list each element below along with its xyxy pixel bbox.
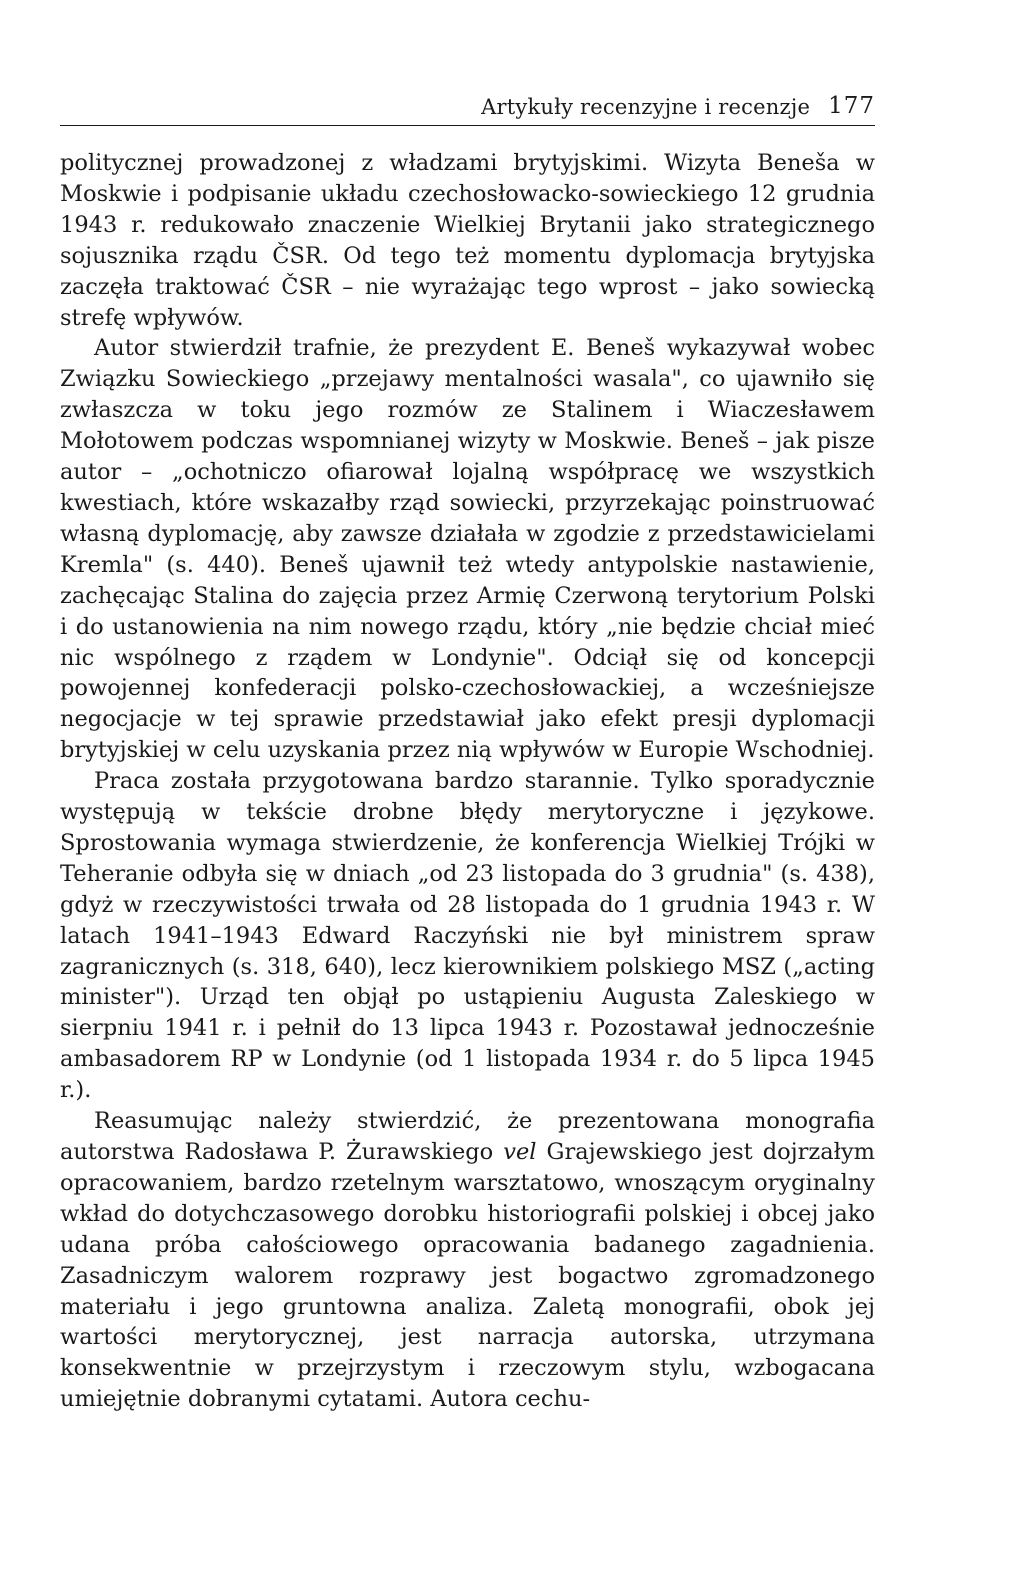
- page-number: 177: [828, 93, 875, 119]
- running-header: [60, 92, 875, 126]
- paragraph-benes-attitude: Autor stwierdził trafnie, że prezydent E. Beneš wykazywał wobec Związku Sowieckiego „przejawy mentalności wasala", co ujawniło się zwłaszcza w toku jego rozmów ze Stalinem i Wiaczesławem Mołotowem podczas wspomnianej wizyty w Moskwie. Beneš – jak pisze autor – „ochotniczo ofiarował lojalną współpracę we wszystkich kwestiach, które wskazałby rząd sowiecki, przyrzekając poinstruować własną dyplomację, aby zawsze działała w zgodzie z przedstawicielami Kremla" (s. 440). Beneš ujawnił też wtedy antypolskie nastawienie, zachęcając Stalina do zajęcia przez Armię Czerwoną terytorium Polski i do ustanowienia na nim nowego rządu, który „nie będzie chciał mieć nic wspólnego z rządem w Londynie". Odciął się od koncepcji powojennej konfederacji polsko-czechosłowackiej, a wcześniejsze negocjacje w tej sprawie przedstawiał jako efekt presji dyplomacji brytyjskiej w celu uzyskania przez nią wpływów w Europie Wschodniej.: [60, 335, 875, 764]
- summary-text-end: Grajewskiego jest dojrzałym opracowaniem, bardzo rzetelnym warsztatowo, wnoszącym oryginalny wkład do dotychczasowego dorobku historiografii polskiej i obcej jako udana próba całościowego opracowania badanego zagadnienia. Zasadniczym walorem rozprawy jest bogactwo zgromadzonego materiału i jego gruntowna analiza. Zaletą monografii, obok jej wartości merytorycznej, jest narracja autorska, utrzymana konsekwentnie w przejrzystym i rzeczowym stylu, wzbogacana umiejętnie dobranymi cytatami. Autora cechu-: [60, 1139, 876, 1413]
- running-title: Artykuły recenzyjne i recenzje: [481, 95, 811, 119]
- summary-italic-vel: vel: [503, 1139, 537, 1165]
- paragraph-continuation: politycznej prowadzonej z władzami brytyjskimi. Wizyta Beneša w Moskwie i podpisanie układu czechosłowacko-sowieckiego 12 grudnia 1943 r. redukowało znaczenie Wielkiej Brytanii jako strategicznego sojusznika rządu ČSR. Od tego też momentu dyplomacja brytyjska zaczęła traktować ČSR – nie wyrażając tego wprost – jako sowiecką strefę wpływów.: [60, 150, 875, 331]
- paragraph-errors: Praca została przygotowana bardzo starannie. Tylko sporadycznie występują w tekście drobne błędy merytoryczne i językowe. Sprostowania wymaga stwierdzenie, że konferencja Wielkiej Trójki w Teheranie odbyła się w dniach „od 23 listopada do 3 grudnia" (s. 438), gdyż w rzeczywistości trwała od 28 listopada do 1 grudnia 1943 r. W latach 1941–1943 Edward Raczyński nie był ministrem spraw zagranicznych (s. 318, 640), lecz kierownikiem polskiego MSZ („acting minister"). Urząd ten objął po ustąpieniu Augusta Zaleskiego w sierpniu 1941 r. i pełnił do 13 lipca 1943 r. Pozostawał jednocześnie ambasadorem RP w Londynie (od 1 listopada 1934 r. do 5 lipca 1945 r.).: [60, 768, 875, 1104]
- summary-text-start: Reasumując należy stwierdzić, że prezentowana monografia autorstwa Radosława P. Żurawskiego: [60, 1108, 875, 1165]
- body-text: [60, 148, 875, 1415]
- paragraph-summary: [60, 1106, 875, 1415]
